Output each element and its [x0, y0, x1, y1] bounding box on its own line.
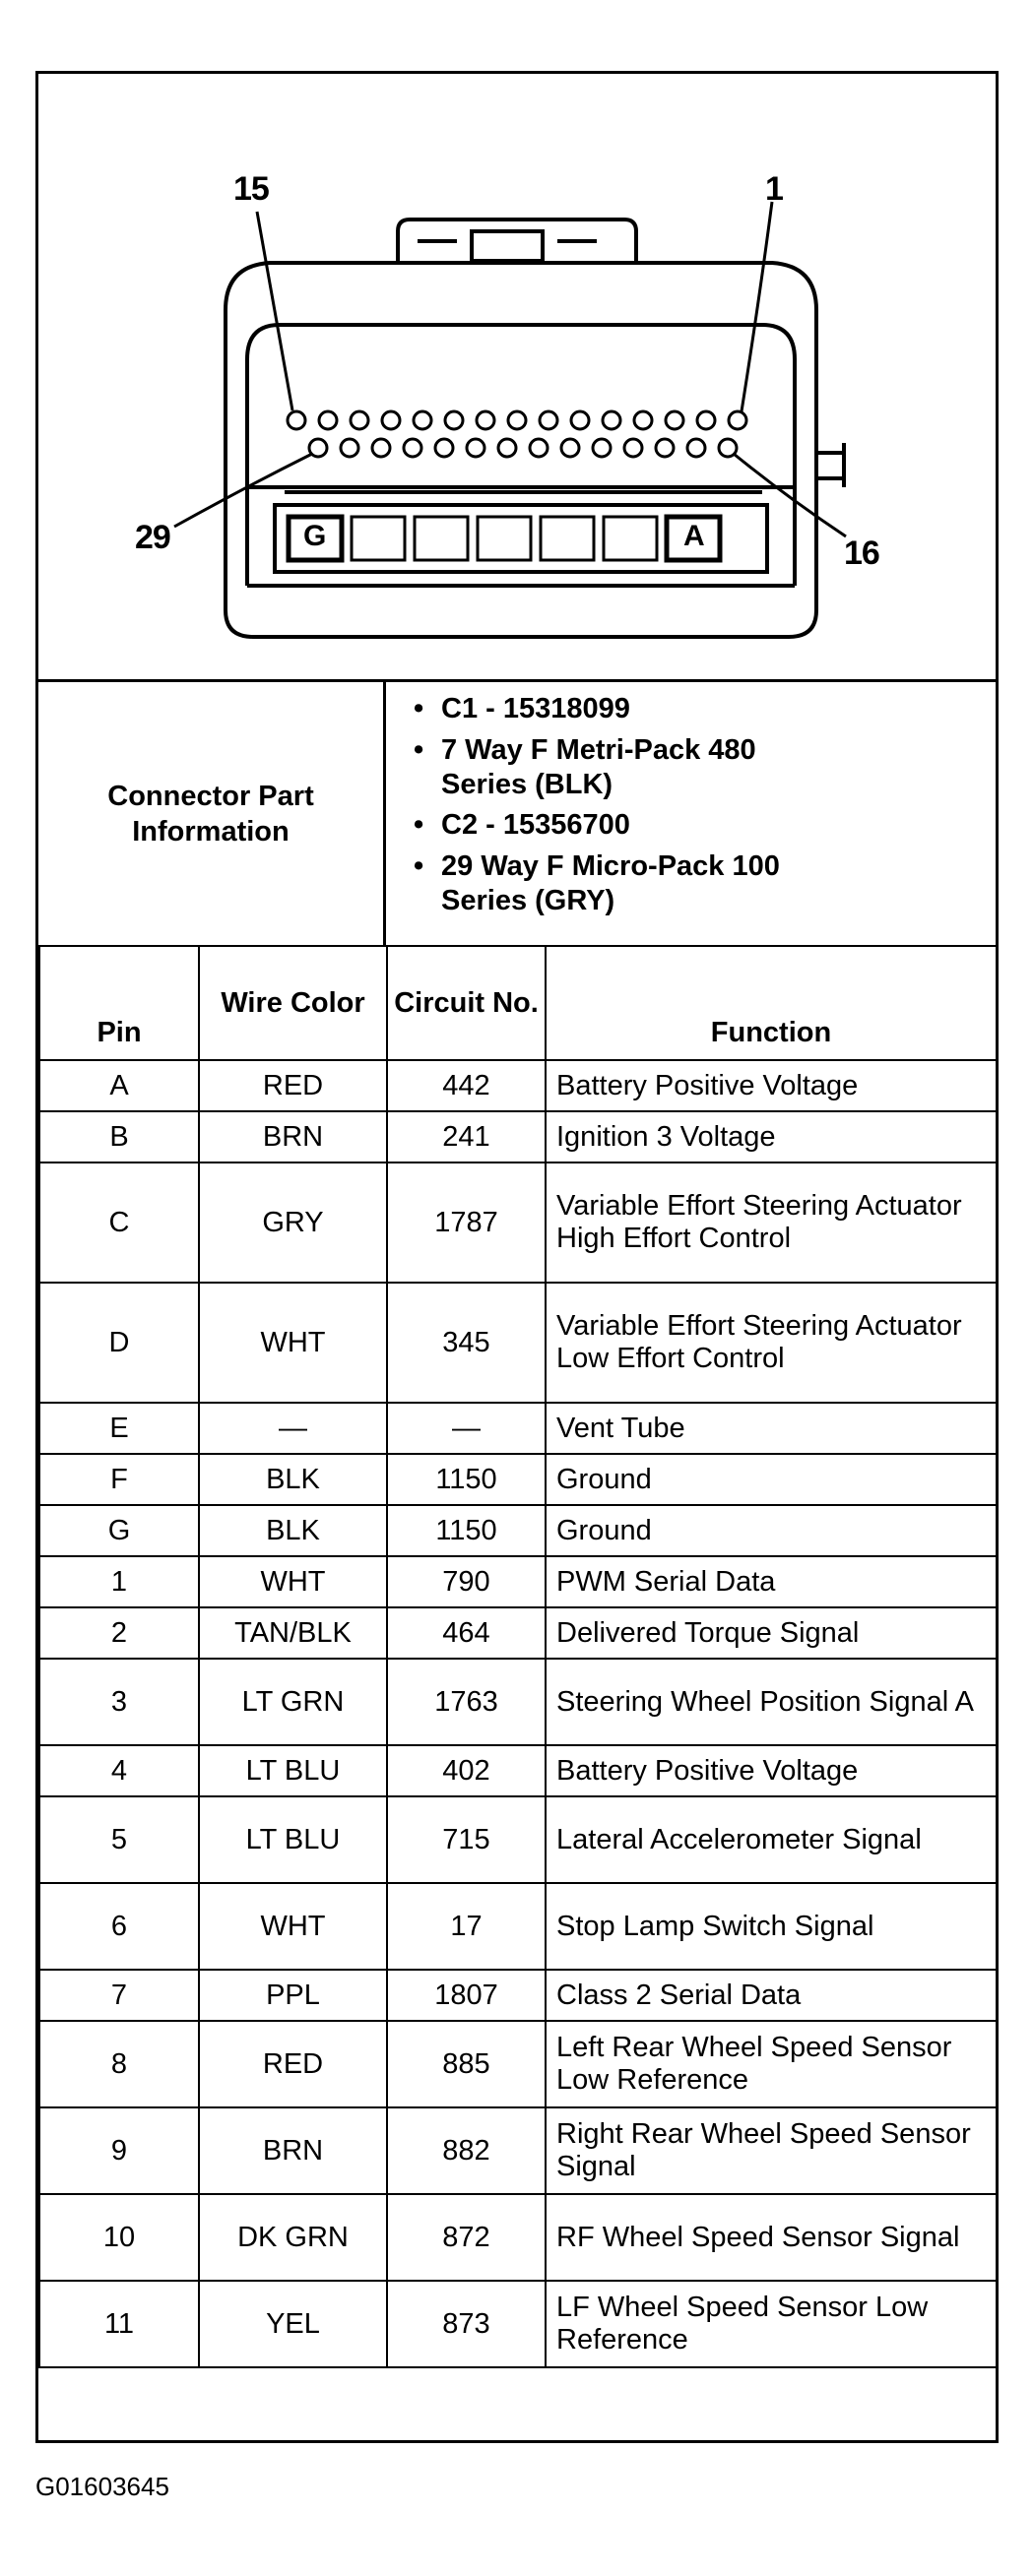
cell-wire-color: LT GRN [199, 1659, 387, 1745]
cell-wire-color: GRY [199, 1162, 387, 1283]
bullet-dot-icon: • [414, 809, 424, 841]
cell-circuit: 1150 [387, 1454, 546, 1505]
pin-label-15: 15 [233, 170, 269, 208]
cell-pin: 11 [39, 2281, 199, 2367]
pin-row-top [288, 411, 746, 429]
cell-function: Steering Wheel Position Signal A [546, 1659, 997, 1745]
pin-row-bottom [309, 439, 737, 457]
cell-function: Delivered Torque Signal [546, 1607, 997, 1659]
connector-info-item: • C2 - 15356700 [414, 809, 630, 841]
cell-wire-color: LT BLU [199, 1796, 387, 1883]
table-row [39, 1796, 997, 1883]
cell-pin: 9 [39, 2107, 199, 2194]
cell-function: Variable Effort Steering Actuator Low Effort Control [546, 1283, 997, 1403]
cell-wire-color: WHT [199, 1883, 387, 1970]
cell-circuit: 882 [387, 2107, 546, 2194]
connector-figure-frame [35, 71, 999, 2443]
table-row [39, 1505, 997, 1556]
cell-pin: 5 [39, 1796, 199, 1883]
cell-pin: C [39, 1162, 199, 1283]
cell-pin: 3 [39, 1659, 199, 1745]
cell-circuit: 241 [387, 1111, 546, 1162]
header-pin: Pin [39, 946, 199, 1060]
cell-circuit: 464 [387, 1607, 546, 1659]
cell-circuit: 17 [387, 1883, 546, 1970]
table-row [39, 1883, 997, 1970]
connector-info-list [386, 682, 996, 945]
table-row [39, 1556, 997, 1607]
connector-info-label: Connector Part Information [38, 682, 386, 945]
table-row [39, 1403, 997, 1454]
cell-wire-color: — [199, 1403, 387, 1454]
cell-function: PWM Serial Data [546, 1556, 997, 1607]
bullet-dot-icon: • [414, 734, 424, 766]
cell-wire-color: DK GRN [199, 2194, 387, 2281]
cell-circuit: 1763 [387, 1659, 546, 1745]
cell-circuit: — [387, 1403, 546, 1454]
cell-pin: 8 [39, 2021, 199, 2107]
cell-wire-color: YEL [199, 2281, 387, 2367]
cell-function: Ground [546, 1505, 997, 1556]
table-row [39, 1283, 997, 1403]
cell-circuit: 1150 [387, 1505, 546, 1556]
figure-id: G01603645 [35, 2472, 169, 2501]
cell-function: Battery Positive Voltage [546, 1745, 997, 1796]
cell-wire-color: BLK [199, 1505, 387, 1556]
header-circuit-no: Circuit No. [387, 946, 546, 1060]
cell-circuit: 1807 [387, 1970, 546, 2021]
cell-function: RF Wheel Speed Sensor Signal [546, 2194, 997, 2281]
cell-pin: 6 [39, 1883, 199, 1970]
cell-pin: D [39, 1283, 199, 1403]
cell-pin: 4 [39, 1745, 199, 1796]
table-row [39, 1162, 997, 1283]
connector-info-item: • 29 Way F Micro-Pack 100 Series (GRY) [414, 850, 780, 916]
pin-label-29: 29 [135, 519, 170, 556]
cell-wire-color: TAN/BLK [199, 1607, 387, 1659]
bullet-dot-icon: • [414, 850, 424, 882]
table-row [39, 2021, 997, 2107]
cell-function: LF Wheel Speed Sensor Low Reference [546, 2281, 997, 2367]
table-row [39, 1060, 997, 1111]
cell-function: Left Rear Wheel Speed Sensor Low Reference [546, 2021, 997, 2107]
cell-circuit: 715 [387, 1796, 546, 1883]
cell-circuit: 873 [387, 2281, 546, 2367]
pin-label-1: 1 [765, 170, 783, 208]
cell-pin: 2 [39, 1607, 199, 1659]
cell-circuit: 345 [387, 1283, 546, 1403]
cell-circuit: 402 [387, 1745, 546, 1796]
cell-pin: B [39, 1111, 199, 1162]
cell-function: Battery Positive Voltage [546, 1060, 997, 1111]
bullet-dot-icon: • [414, 693, 424, 724]
table-row [39, 1454, 997, 1505]
connector-info-section [38, 679, 996, 945]
cell-function: Lateral Accelerometer Signal [546, 1796, 997, 1883]
cavity-row [289, 517, 720, 560]
table-row [39, 2281, 997, 2367]
cavity-label-g: G [303, 520, 326, 552]
cell-wire-color: BRN [199, 2107, 387, 2194]
header-wire-color: Wire Color [199, 946, 387, 1060]
pin-table [38, 945, 998, 2368]
cell-wire-color: WHT [199, 1556, 387, 1607]
cell-circuit: 885 [387, 2021, 546, 2107]
cell-wire-color: WHT [199, 1283, 387, 1403]
cell-wire-color: RED [199, 2021, 387, 2107]
table-row [39, 1659, 997, 1745]
cell-wire-color: RED [199, 1060, 387, 1111]
connector-drawing [38, 74, 996, 679]
cell-pin: 1 [39, 1556, 199, 1607]
cell-pin: F [39, 1454, 199, 1505]
table-row [39, 2194, 997, 2281]
cell-wire-color: PPL [199, 1970, 387, 2021]
connector-info-item: • 7 Way F Metri-Pack 480 Series (BLK) [414, 734, 756, 800]
table-row [39, 1745, 997, 1796]
table-row [39, 1607, 997, 1659]
cell-function: Ignition 3 Voltage [546, 1111, 997, 1162]
cell-function: Class 2 Serial Data [546, 1970, 997, 2021]
cell-function: Vent Tube [546, 1403, 997, 1454]
table-row [39, 1970, 997, 2021]
cell-circuit: 442 [387, 1060, 546, 1111]
cell-pin: 10 [39, 2194, 199, 2281]
cell-wire-color: BRN [199, 1111, 387, 1162]
pin-label-16: 16 [844, 534, 879, 572]
connector-diagram [38, 74, 996, 679]
cell-function: Ground [546, 1454, 997, 1505]
header-function: Function [546, 946, 997, 1060]
connector-info-item: • C1 - 15318099 [414, 693, 630, 724]
cavity-label-a: A [683, 520, 704, 552]
cell-wire-color: LT BLU [199, 1745, 387, 1796]
table-header-row [39, 946, 997, 1060]
table-row [39, 2107, 997, 2194]
cell-pin: E [39, 1403, 199, 1454]
cell-function: Variable Effort Steering Actuator High Effort Control [546, 1162, 997, 1283]
cell-circuit: 872 [387, 2194, 546, 2281]
cell-circuit: 1787 [387, 1162, 546, 1283]
cell-pin: A [39, 1060, 199, 1111]
cell-function: Right Rear Wheel Speed Sensor Signal [546, 2107, 997, 2194]
cell-function: Stop Lamp Switch Signal [546, 1883, 997, 1970]
cell-circuit: 790 [387, 1556, 546, 1607]
cell-wire-color: BLK [199, 1454, 387, 1505]
table-row [39, 1111, 997, 1162]
cell-pin: 7 [39, 1970, 199, 2021]
cell-pin: G [39, 1505, 199, 1556]
